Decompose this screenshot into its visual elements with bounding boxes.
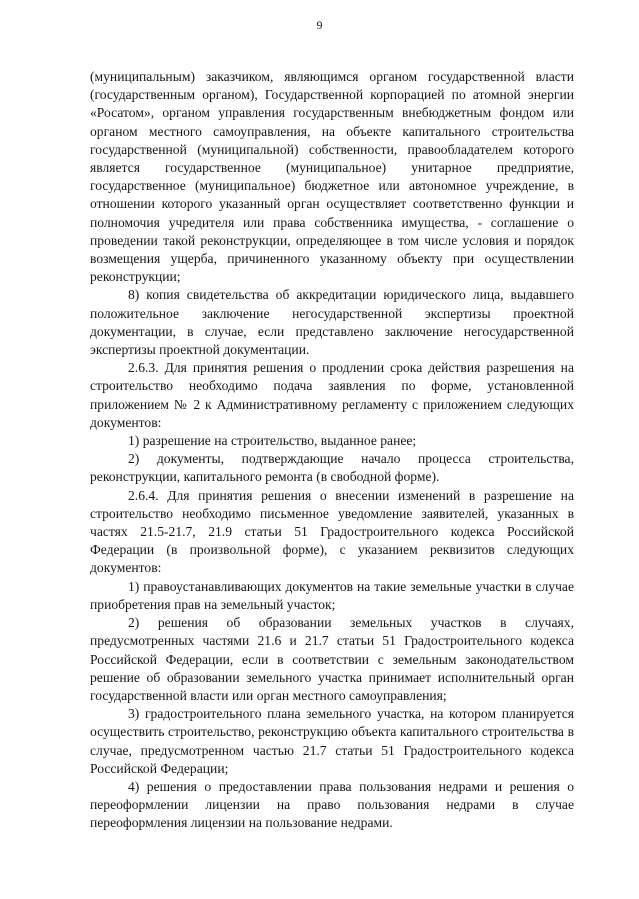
paragraph-item-8: 8) копия свидетельства об аккредитации юридического лица, выдавшего положительное заключение негосударственной экспертизы проектной документации, в случае, если представлено заключение негосударственной экспертизы проектной документации. <box>90 287 574 358</box>
paragraph-2-6-4-item-2: 2) решения об образовании земельных участков в случаях, предусмотренных частями 21.6 и 21.7 статьи 51 Градостроительного кодекса Российской Федерации, если в соответствии с земельным законодательством решение об образовании земельного участка принимает исполнительный орган государственной власти или орган местного самоуправления; <box>90 615 574 703</box>
paragraph-2-6-3: 2.6.3. Для принятия решения о продлении срока действия разрешения на строительство необходимо подача заявления по форме, установленной приложением № 2 к Административному регламенту с приложением следующих документов: <box>90 360 574 430</box>
paragraph-2-6-4-item-1: 1) правоустанавливающих документов на такие земельные участки в случае приобретения прав на земельный участок; <box>90 578 574 612</box>
document-body <box>90 68 574 833</box>
paragraph-2-6-4-item-4: 4) решения о предоставлении права пользования недрами и решения о переоформлении лицензии на право пользования недрами в случае переоформления лицензии на пользование недрами. <box>90 778 574 831</box>
paragraph-2-6-3-item-1: 1) разрешение на строительство, выданное ранее; <box>128 433 417 449</box>
paragraph-2-6-4: 2.6.4. Для принятия решения о внесении изменений в разрешение на строительство необходимо письменное уведомление заявителей, указанных в частях 21.5-21.7, 21.9 статьи 51 Градостроительного кодекса Российской Федерации (в произвольной форме), с указанием реквизитов следующих документов: <box>90 487 574 576</box>
paragraph-2-6-4-item-3: 3) градостроительного плана земельного участка, на котором планируется осуществить строительство, реконструкцию объекта капитального строительства в случае, предусмотренном частью 21.7 статьи 51 Градостроительного кодекса Российской Федерации; <box>90 706 574 776</box>
paragraph-continuation: (муниципальным) заказчиком, являющимся органом государственной власти (государственным органом), Государственной корпорацией по атомной энергии «Росатом», органом управления государственным внебюджетным фондом или органом местного самоуправления, на объекте капитального строительства государственной (муниципальной) собственности, правообладателем которого является государственное (муниципальное) унитарное предприятие, государственное (муниципальное) бюджетное или автономное учреждение, в отношении которого указанный орган осуществляет соответственно функции и полномочия учредителя или права собственника имущества, - соглашение о проведении такой реконструкции, определяющее в том числе условия и порядок возмещения ущерба, причиненного указанному объекту при осуществлении реконструкции; <box>90 69 574 285</box>
paragraph-2-6-3-item-2: 2) документы, подтверждающие начало процесса строительства, реконструкции, капитального ремонта (в свободной форме). <box>90 451 574 485</box>
page-number: 9 <box>316 18 323 32</box>
